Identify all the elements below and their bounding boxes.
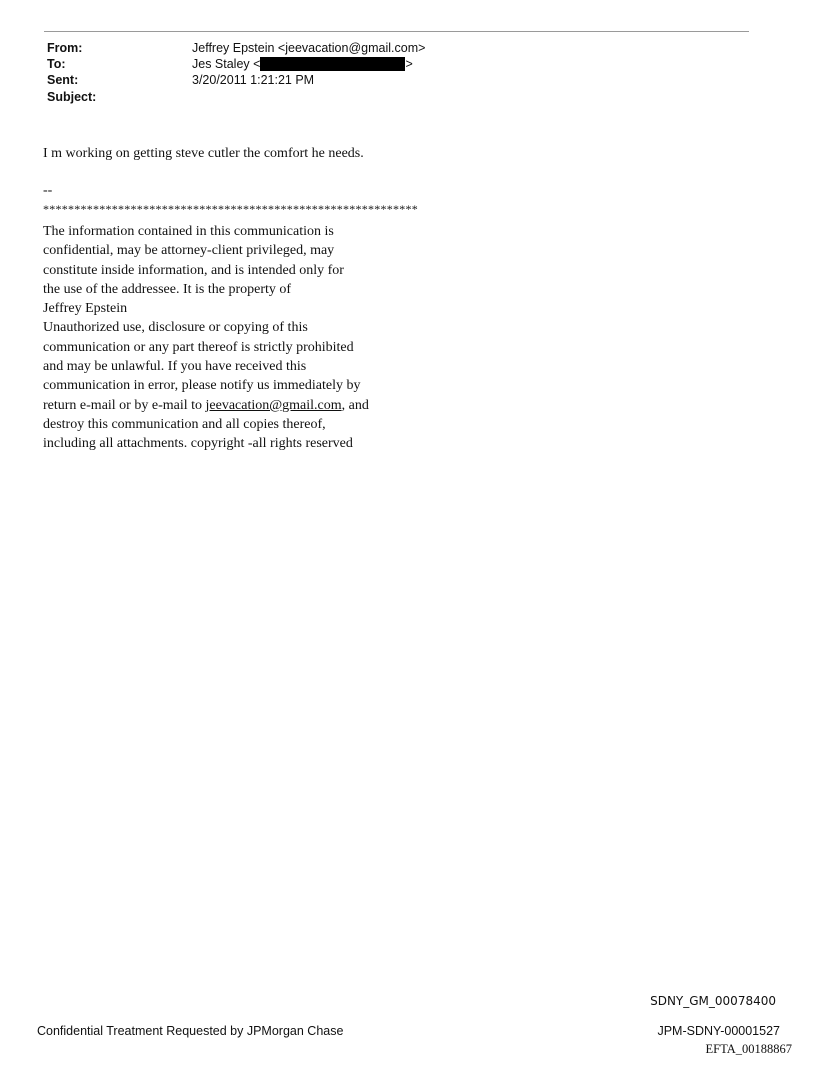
disclaimer-line: confidential, may be attorney-client privileged, may [43,243,335,259]
disclaimer-line [43,396,369,415]
disclaimer-line: Jeffrey Epstein [43,301,128,317]
email-link[interactable]: jeevacation@gmail.com [205,397,342,413]
bates-jpm: JPM-SDNY-00001527 [657,1024,780,1038]
disclaimer-line: constitute inside information, and is intended only for [43,262,344,278]
sent-value: 3/20/2011 1:21:21 PM [192,73,315,87]
to-value [192,57,413,71]
disclaimer-line: communication or any part thereof is strictly prohibited [43,339,354,355]
from-value: Jeffrey Epstein <jeevacation@gmail.com> [192,41,426,55]
header-divider [44,31,749,32]
message-text: I m working on getting steve cutler the comfort he needs. [43,146,364,161]
disclaimer-line: communication in error, please notify us immediately by [43,378,361,394]
confidentiality-disclaimer [43,222,369,454]
sent-label: Sent: [47,73,79,87]
signature-dashes: -- [43,183,53,198]
asterisk-separator: ************************************************************ [43,202,418,216]
disclaimer-text: , and [341,397,369,413]
to-label: To: [47,57,66,71]
disclaimer-line: destroy this communication and all copies thereof, [43,416,326,432]
bates-sdny-gm: SDNY_GM_00078400 [650,994,776,1008]
disclaimer-line: The information contained in this communication is [43,224,334,239]
disclaimer-line: the use of the addressee. It is the property of [43,281,292,297]
disclaimer-line: Unauthorized use, disclosure or copying of this [43,320,308,336]
from-label: From: [47,41,83,55]
subject-label: Subject: [47,90,97,104]
disclaimer-line: including all attachments. copyright -all rights reserved [43,436,353,452]
confidential-notice: Confidential Treatment Requested by JPMorgan Chase [37,1024,344,1038]
redaction-bar [260,57,405,71]
to-prefix: Jes Staley < [192,57,261,71]
disclaimer-text: return e-mail or by e-mail to [43,397,206,413]
disclaimer-line: and may be unlawful. If you have received this [43,359,307,375]
bates-efta: EFTA_00188867 [705,1042,792,1056]
to-suffix: > [405,57,413,71]
